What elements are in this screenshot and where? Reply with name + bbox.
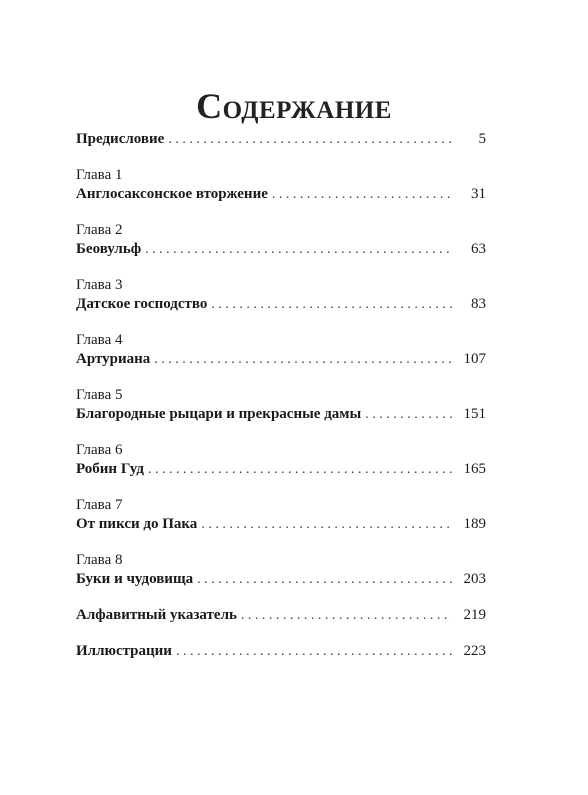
toc-entry-chapter-6[interactable] (76, 442, 486, 478)
toc-title: Алфавитный указатель (76, 607, 237, 623)
dot-leader (176, 643, 452, 660)
toc-line (76, 516, 486, 533)
page-number: 189 (463, 516, 486, 532)
dot-leader (145, 241, 452, 258)
page-number: 31 (471, 186, 486, 202)
toc-line (76, 461, 486, 478)
toc-entry-preface[interactable] (76, 131, 486, 148)
toc-entry-chapter-7[interactable] (76, 497, 486, 533)
toc-entry-chapter-2[interactable] (76, 222, 486, 258)
dot-leader (272, 186, 452, 203)
toc-line (76, 607, 486, 624)
page-number: 223 (463, 643, 486, 659)
toc-title: Робин Гуд (76, 461, 144, 477)
toc-line (76, 406, 486, 423)
toc-title: Англосаксонское вторжение (76, 186, 268, 202)
dot-leader (365, 406, 452, 423)
toc-entry-index[interactable] (76, 607, 486, 624)
page-number: 83 (471, 296, 486, 312)
toc-entry-chapter-5[interactable] (76, 387, 486, 423)
toc-line (76, 296, 486, 313)
chapter-label: Глава 6 (76, 442, 123, 458)
toc-title: Иллюстрации (76, 643, 172, 659)
page-number: 219 (463, 607, 486, 623)
chapter-label: Глава 4 (76, 332, 123, 348)
dot-leader (211, 296, 452, 313)
chapter-label: Глава 2 (76, 222, 123, 238)
toc-entry-chapter-1[interactable] (76, 167, 486, 203)
page-number: 5 (478, 131, 486, 147)
toc-entry-chapter-3[interactable] (76, 277, 486, 313)
toc-entry-chapter-4[interactable] (76, 332, 486, 368)
page-number: 107 (463, 351, 486, 367)
chapter-label: Глава 5 (76, 387, 123, 403)
dot-leader (241, 607, 452, 624)
toc-line (76, 241, 486, 258)
chapter-label: Глава 1 (76, 167, 123, 183)
toc-title: Благородные рыцари и прекрасные дамы (76, 406, 362, 422)
table-of-contents (76, 131, 486, 679)
toc-title: От пикси до Пака (76, 516, 198, 532)
chapter-label: Глава 8 (76, 552, 123, 568)
page-number: 151 (463, 406, 486, 422)
chapter-label: Глава 7 (76, 497, 123, 513)
toc-title: Буки и чудовища (76, 571, 194, 587)
page-number: 63 (471, 241, 486, 257)
dot-leader (168, 131, 452, 148)
dot-leader (154, 351, 452, 368)
toc-title: Беовульф (76, 241, 142, 257)
toc-title: Предисловие (76, 131, 165, 147)
page-title: Содержание (196, 86, 392, 127)
toc-line (76, 351, 486, 368)
dot-leader (148, 461, 452, 478)
toc-entry-illustrations[interactable] (76, 643, 486, 660)
page-number: 165 (463, 461, 486, 477)
toc-title: Датское господство (76, 296, 208, 312)
toc-line (76, 643, 486, 660)
page-number: 203 (463, 571, 486, 587)
toc-line (76, 131, 486, 148)
dot-leader (201, 516, 452, 533)
toc-entry-chapter-8[interactable] (76, 552, 486, 588)
toc-title: Артуриана (76, 351, 151, 367)
toc-line (76, 186, 486, 203)
chapter-label: Глава 3 (76, 277, 123, 293)
dot-leader (197, 571, 452, 588)
toc-line (76, 571, 486, 588)
